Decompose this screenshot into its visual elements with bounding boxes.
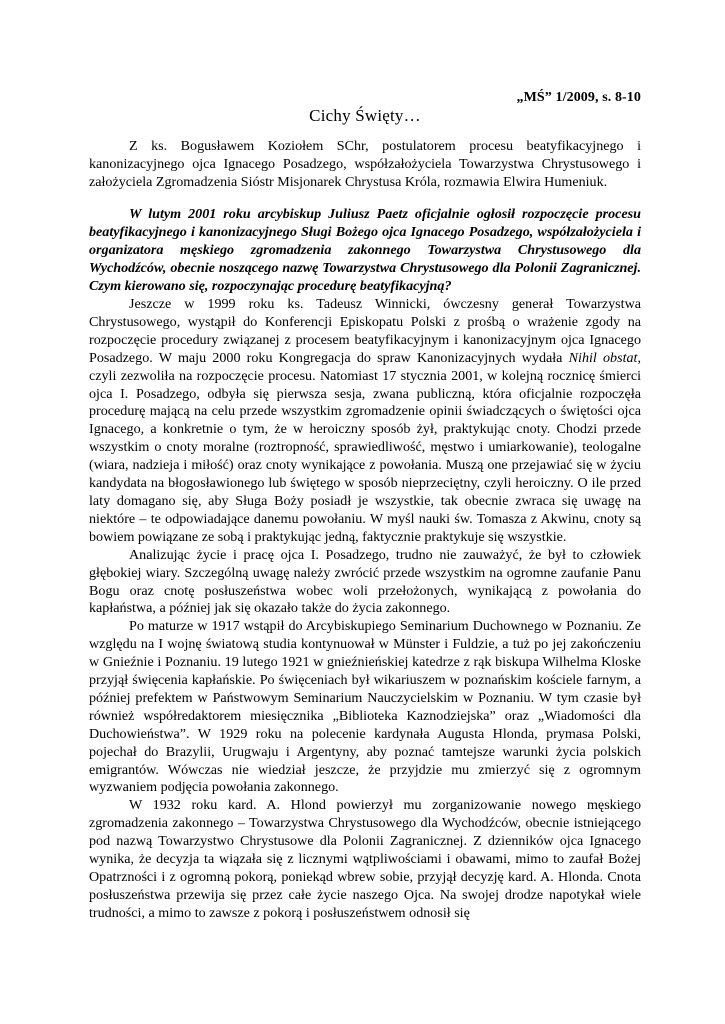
intro-paragraph: Z ks. Bogusławem Koziołem SChr, postulatorem procesu beatyfikacyjnego i kanonizacyjnego ojca Ignacego Posadzego, współzałożyciela Towarzystwa Chrystusowego i założyciela Zgromadzenia Sióstr Misjonarek Chrystusa Króla, rozmawia Elwira Humeniuk. <box>89 138 641 190</box>
body-paragraph-3: Po maturze w 1917 wstąpił do Arcybiskupiego Seminarium Duchownego w Poznaniu. Ze względu na I wojnę światową studia kontynuował w Münster i Fuldzie, a tuż po jej zakończeniu w Gnieźnie i Poznaniu. 19 lutego 1921 w gnieźnieńskiej katedrze z rąk biskupa Wilhelma Kloske przyjął święcenia kapłańskie. Po święceniach był wikariuszem w poznańskim kościele farnym, a później prefektem w Państwowym Seminarium Nauczycielskim w Poznaniu. W tym czasie był również współredaktorem miesięcznika „Biblioteka Kaznodziejska” oraz „Wiadomości dla Duchowieństwa”. W 1929 roku na polecenie kardynała Augusta Hlonda, prymasa Polski, pojechał do Brazylii, Urugwaju i Argentyny, aby poznać tamtejsze warunki życia polskich emigrantów. Wówczas nie wiedział jeszcze, że przyjdzie mu zmierzyć się z ogromnym wyzwaniem podjęcia powołania zakonnego. <box>89 618 641 796</box>
paragraph-1-part-1: Jeszcze w 1999 roku ks. Tadeusz Winnicki, ówczesny generał Towarzystwa Chrystusowego, wystąpił do Konferencji Episkopatu Polski z prośbą o wrażenie zgody na rozpoczęcie procedury związanej z procesem beatyfikacyjnym i kanonizacyjnym ojca Ignacego Posadzego. W maju 2000 roku Kongregacja do spraw Kanonizacyjnych wydała <box>89 296 641 366</box>
question-paragraph: W lutym 2001 roku arcybiskup Juliusz Paetz oficjalnie ogłosił rozpoczęcie procesu beatyfikacyjnego i kanonizacyjnego Sługi Bożego ojca Ignacego Posadzego, współzałożyciela i organizatora męskiego zgromadzenia zakonnego Towarzystwa Chrystusowego dla Wychodźców, obecnie noszącego nazwę Towarzystwa Chrystusowego dla Polonii Zagranicznej. Czym kierowano się, rozpoczynając procedurę beatyfikacyjną? <box>89 206 641 294</box>
interview-intro <box>89 138 641 192</box>
body-paragraph-1 <box>89 296 641 547</box>
interview-question <box>89 206 641 296</box>
nihil-obstat-term: Nihil obstat <box>568 349 638 366</box>
article-title: Cichy Święty… <box>309 106 421 125</box>
article-body <box>89 296 641 923</box>
document-page <box>89 0 641 1024</box>
body-paragraph-4: W 1932 roku kard. A. Hlond powierzył mu zorganizowanie nowego męskiego zgromadzenia zakonnego – Towarzystwa Chrystusowego dla Wychodźców, obecnie istniejącego pod nazwą Towarzystwo Chrystusowe dla Polonii Zagranicznej. Z dzienników ojca Ignacego wynika, że decyzja ta wiązała się z licznymi wątpliwościami i obawami, mimo to zaufał Bożej Opatrzności i z ogromną pokorą, poniekąd wbrew sobie, przyjął decyzję kard. A. Hlonda. Cnota posłuszeństwa przewija się przez całe życie naszego Ojca. Na swojej drodze napotykał wiele trudności, a mimo to zawsze z pokorą i posłuszeństwem odnosił się <box>89 797 641 921</box>
paragraph-1-part-2: , czyli zezwoliła na rozpoczęcie procesu. Natomiast 17 stycznia 2001, w kolejną rocznicę śmierci ojca I. Posadzego, odbyła się pierwsza sesja, zwana publiczną, która oficjalnie rozpoczęła procedurę mającą na celu przede wszystkim zgromadzenie opinii świadczących o świętości ojca Ignacego, a konkretnie o tym, że w heroiczny sposób żył, praktykując cnoty. Chodzi przede wszystkim o cnoty moralne (roztropność, sprawiedliwość, męstwo i umiarkowanie), teologalne (wiara, nadzieja i miłość) oraz cnoty wynikające z powołania. Muszą one przejawiać się w życiu kandydata na błogosławionego lub świętego w sposób nieprzeciętny, czyli heroiczny. O ile przed laty domagano się, aby Sługa Boży posiadł je wszystkie, tak obecnie zwraca się uwagę na niektóre – te odpowiadające danemu powołaniu. W myśl nauki św. Tomasza z Akwinu, cnoty są bowiem powiązane ze sobą i praktykując jedną, faktycznie praktykuje się wszystkie. <box>89 349 641 545</box>
body-paragraph-2: Analizując życie i pracę ojca I. Posadzego, trudno nie zauważyć, że był to człowiek głębokiej wiary. Szczególną uwagę należy zwrócić przede wszystkim na ogromne zaufanie Panu Bogu oraz cnotę posłuszeństwa wobec woli przełożonych, wynikającą z powołania do kapłaństwa, a później jak się okazało także do życia zakonnego. <box>89 546 641 617</box>
source-citation: „MŚ” 1/2009, s. 8-10 <box>516 90 641 105</box>
